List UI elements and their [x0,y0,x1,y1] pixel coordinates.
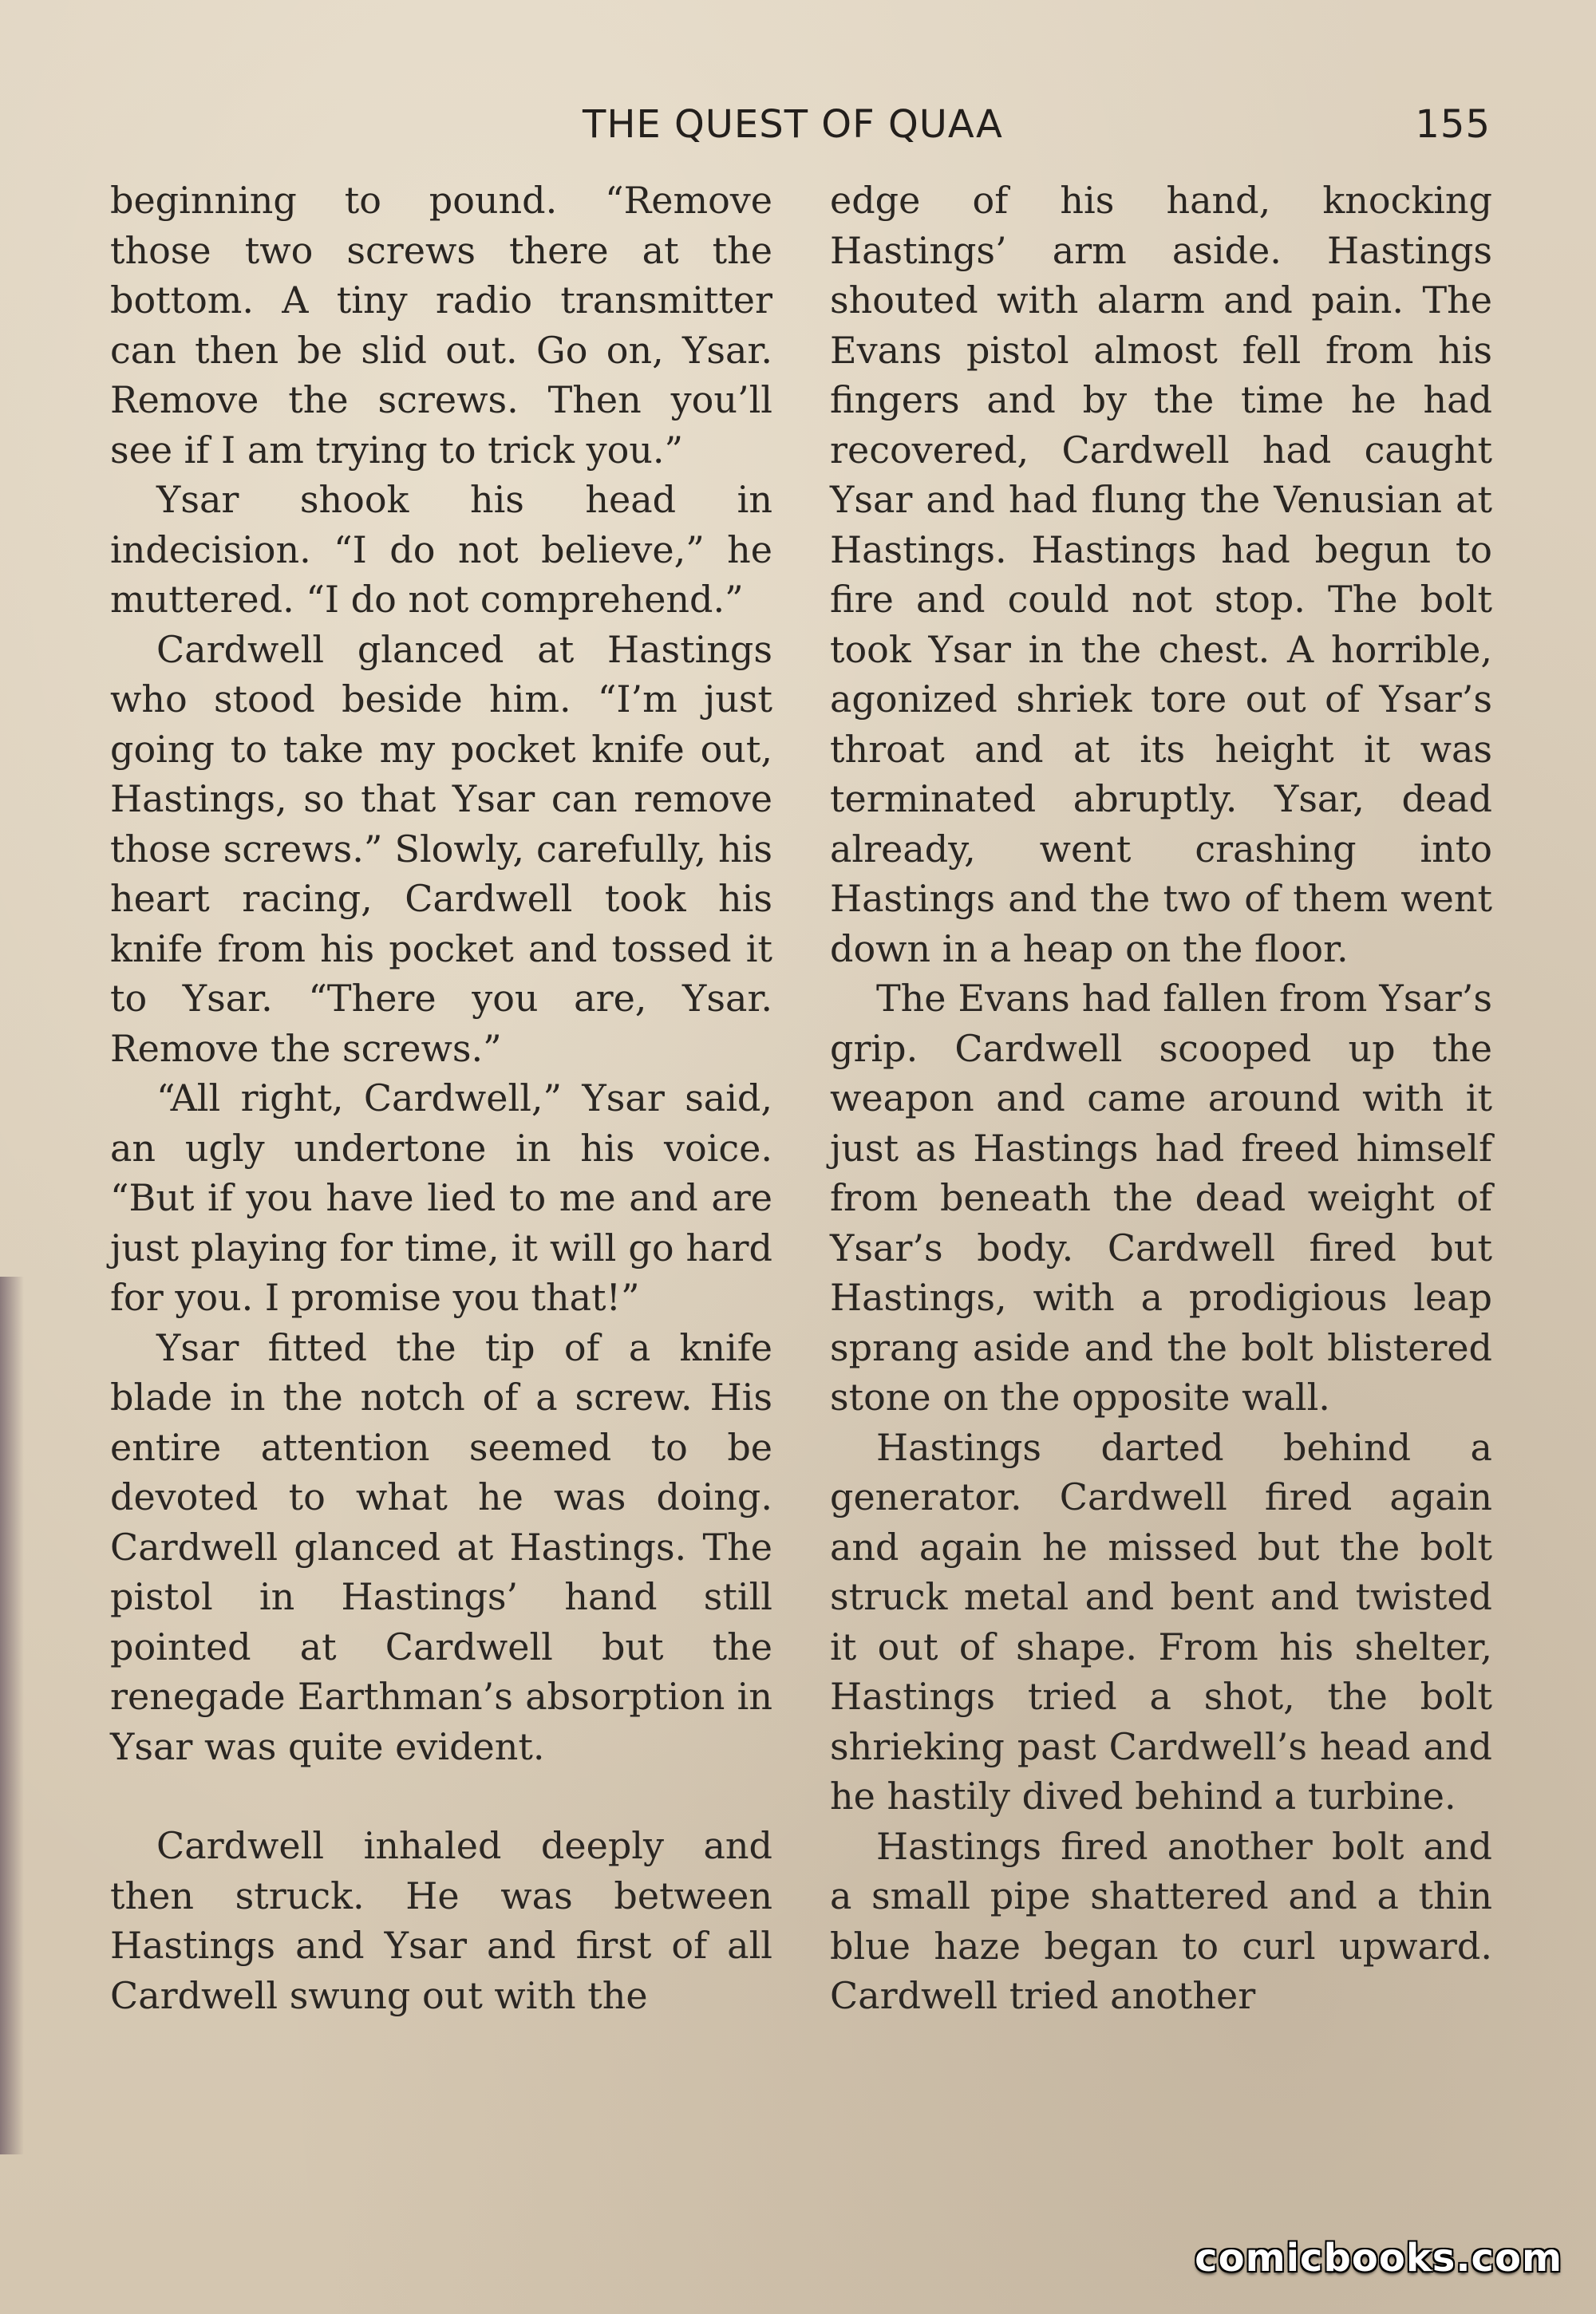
running-title: THE QUEST OF QUAA [583,102,1003,147]
paragraph: Cardwell inhaled deeply and then struck. He was between Hastings and Ysar and first of all Cardwell swung out with the [110,1824,772,2017]
left-column [110,176,772,2020]
watermark-logo: comicbooks.com [1195,2236,1562,2280]
right-column [830,176,1492,2021]
paragraph: beginning to pound. “Remove those two screws there at the bottom. A tiny radio transmitter can then be slid out. Go on, Ysar. Remove the screws. Then you’ll see if I am trying to trick you.” [110,179,772,472]
paragraph: Hastings darted behind a generator. Cardwell fired again and again he missed but the bolt struck metal and bent and twisted it out of shape. From his shelter, Hastings tried a shot, the bolt shrieking past Cardwell’s head and he hastily dived behind a turbine. [830,1425,1492,1818]
paragraph: Cardwell glanced at Hastings who stood beside him. “I’m just going to take my pocket knife out, Hastings, so that Ysar can remove those screws.” Slowly, carefully, his heart racing, Cardwell took his knife from his pocket and tossed it to Ysar. “There you are, Ysar. Remove the screws.” [110,627,772,1070]
paragraph: edge of his hand, knocking Hastings’ arm aside. Hastings shouted with alarm and pain. The Evans pistol almost fell from his fingers and by the time he had recovered, Cardwell had caught Ysar and had flung the Venusian at Hastings. Hastings had begun to fire and could not stop. The bolt took Ysar in the chest. A horrible, agonized shriek tore out of Ysar’s throat and at its height it was terminated abruptly. Ysar, dead already, went crashing into Hastings and the two of them went down in a heap on the floor. [830,179,1492,970]
page-edge-shadow [0,1277,24,2154]
paragraph: The Evans had fallen from Ysar’s grip. Cardwell scooped up the weapon and came around with it just as Hastings had freed himself from beneath the dead weight of Ysar’s body. Cardwell fired but Hastings, with a prodigious leap sprang aside and the bolt blistered stone on the opposite wall. [830,977,1492,1419]
page-number: 155 [1415,102,1491,147]
page-header [0,102,1596,158]
paragraph: Ysar fitted the tip of a knife blade in the notch of a screw. His entire attention seemed to be devoted to what he was doing. Cardwell glanced at Hastings. The pistol in Hastings’ hand still pointed at Cardwell but the renegade Earthman’s absorption in Ysar was quite evident. [110,1325,772,1768]
paragraph: Hastings fired another bolt and a small pipe shattered and a thin blue haze began to curl upward. Cardwell tried another [830,1824,1492,2017]
paragraph: Ysar shook his head in indecision. “I do not believe,” he muttered. “I do not comprehend.” [110,478,772,621]
paragraph: “All right, Cardwell,” Ysar said, an ugly undertone in his voice. “But if you have lied to me and are just playing for time, it will go hard for you. I promise you that!” [110,1076,772,1319]
